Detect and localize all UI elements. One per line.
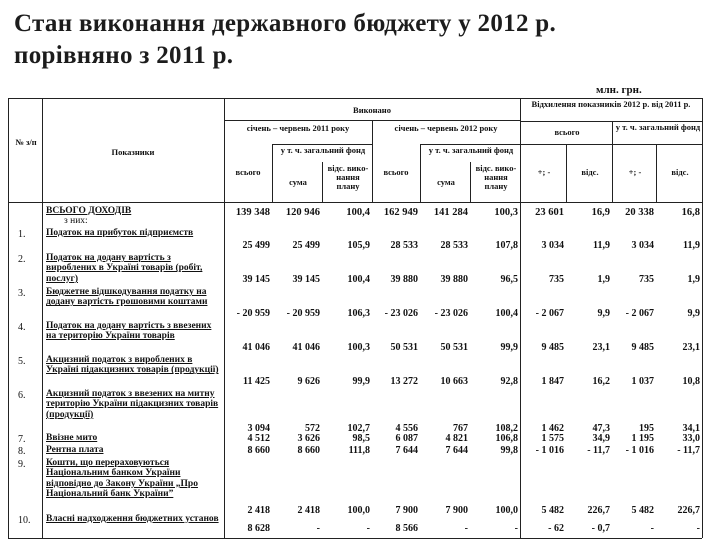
title-line-1: Стан виконання державного бюджету у 2012 р. xyxy=(14,10,557,37)
col-divider xyxy=(470,162,471,202)
table-cell: 33,0 xyxy=(682,433,700,444)
table-cell: 4 556 xyxy=(395,423,418,434)
units-label: млн. грн. xyxy=(596,84,642,96)
table-cell: 8 660 xyxy=(247,445,270,456)
table-cell: 1 037 xyxy=(631,376,654,387)
row-divider xyxy=(520,144,702,145)
header-dev-general: у т. ч. загальний фонд xyxy=(615,122,701,132)
table-cell: - xyxy=(650,523,654,534)
table-cell: 23,1 xyxy=(682,342,700,353)
table-cell: 41 046 xyxy=(292,342,320,353)
col-divider xyxy=(420,144,421,202)
table-cell: - 20 959 xyxy=(236,308,270,319)
row-label: Ввізне мито xyxy=(46,433,98,443)
row-label: Акцизний податок з вироблених в Україні підакцизних товарів (продукції) xyxy=(46,355,219,376)
col-divider xyxy=(42,98,43,538)
table-cell: 34,9 xyxy=(592,433,610,444)
table-cell: 162 949 xyxy=(383,207,418,218)
table-cell: - 2 067 xyxy=(625,308,654,319)
col-divider xyxy=(224,120,225,202)
table-cell: 226,7 xyxy=(677,505,700,516)
table-cell: 9 626 xyxy=(297,376,320,387)
table-cell: 100,3 xyxy=(494,207,518,218)
table-cell: - 62 xyxy=(548,523,564,534)
table-cell: 39 880 xyxy=(390,274,418,285)
table-cell: 106,3 xyxy=(347,308,370,319)
table-cell: - xyxy=(464,523,468,534)
table-cell: 28 533 xyxy=(390,240,418,251)
header-sum-2011: сума xyxy=(289,177,307,187)
header-pct-2011: відс. вико- нання плану xyxy=(327,163,369,191)
table-cell: 5 482 xyxy=(541,505,564,516)
table-cell: 106,8 xyxy=(495,433,518,444)
row-label: Власні надходження бюджетних установ xyxy=(46,514,219,524)
header-executed: Виконано xyxy=(353,105,391,115)
header-total-2012: всього xyxy=(383,167,409,177)
table-cell: 100,4 xyxy=(347,274,370,285)
table-cell: - 11,7 xyxy=(677,445,700,456)
table-cell: 102,7 xyxy=(347,423,370,434)
table-cell: 41 046 xyxy=(242,342,270,353)
row-label: Податок на додану вартість з вироблених в Україні товарів (робіт, послуг) xyxy=(46,253,203,284)
table-cell: 1,9 xyxy=(597,274,610,285)
table-cell: 1 462 xyxy=(541,423,564,434)
table-cell: - 23 026 xyxy=(384,308,418,319)
table-cell: 1 195 xyxy=(631,433,654,444)
table-cell: 99,8 xyxy=(500,445,518,456)
col-divider xyxy=(520,98,521,538)
table-cell: 16,2 xyxy=(592,376,610,387)
row-label: Податок на додану вартість з ввезених на територію України товарів xyxy=(46,321,212,342)
table-cell: 3 626 xyxy=(297,433,320,444)
row-number: 2. xyxy=(18,254,26,265)
row-number: 10. xyxy=(18,515,31,526)
row-total-label xyxy=(46,206,222,227)
table-cell: 2 418 xyxy=(247,505,270,516)
table-cell: 100,0 xyxy=(347,505,370,516)
table-cell: 50 531 xyxy=(390,342,418,353)
table-cell: 7 644 xyxy=(445,445,468,456)
table-cell: 8 628 xyxy=(247,523,270,534)
table-cell: 2 418 xyxy=(297,505,320,516)
table-cell: 139 348 xyxy=(235,207,270,218)
table-cell: 96,5 xyxy=(500,274,518,285)
table-cell: 1 847 xyxy=(541,376,564,387)
table-cell: - 23 026 xyxy=(434,308,468,319)
table-cell: 572 xyxy=(305,423,320,434)
table-cell: 11,9 xyxy=(683,240,700,251)
table-cell: 5 482 xyxy=(631,505,654,516)
table-cell: 98,5 xyxy=(352,433,370,444)
col-divider xyxy=(272,144,273,202)
row-number: 9. xyxy=(18,459,26,470)
header-dev-total: всього xyxy=(554,127,580,137)
table-cell: 100,4 xyxy=(346,207,370,218)
table-left-border xyxy=(8,98,9,538)
table-cell: 195 xyxy=(639,423,654,434)
table-cell: 39 880 xyxy=(440,274,468,285)
table-cell: 8 660 xyxy=(297,445,320,456)
row-label: Акцизний податок з ввезених на митну територію України підакцизних товарів (продукції) xyxy=(46,389,219,420)
col-divider xyxy=(372,120,373,202)
table-cell: - 1 016 xyxy=(535,445,564,456)
header-nzp: № з/п xyxy=(15,137,37,147)
table-cell: 107,8 xyxy=(495,240,518,251)
header-pct-short-2: відс. xyxy=(671,167,689,177)
table-cell: 100,4 xyxy=(495,308,518,319)
table-cell: 25 499 xyxy=(242,240,270,251)
table-cell: 9 485 xyxy=(631,342,654,353)
header-general-2012: у т. ч. загальний фонд xyxy=(428,145,514,155)
table-cell: 3 034 xyxy=(541,240,564,251)
row-number: 5. xyxy=(18,356,26,367)
table-bottom-border xyxy=(8,538,702,539)
page-title xyxy=(14,8,714,72)
table-cell: - 1 016 xyxy=(625,445,654,456)
table-cell: 7 644 xyxy=(395,445,418,456)
table-cell: 11,9 xyxy=(593,240,610,251)
table-cell: - 2 067 xyxy=(535,308,564,319)
table-cell: 1 575 xyxy=(541,433,564,444)
header-deviation: Відхилення показників 2012 р. від 2011 р. xyxy=(531,99,691,109)
col-divider xyxy=(566,144,567,202)
row-label: ВСЬОГО ДОХОДІВ xyxy=(46,206,132,216)
table-cell: 10,8 xyxy=(682,376,700,387)
table-cell: 120 946 xyxy=(285,207,320,218)
table-cell: 9,9 xyxy=(597,308,610,319)
row-number: 3. xyxy=(18,288,26,299)
table-cell: 47,3 xyxy=(592,423,610,434)
table-cell: 99,9 xyxy=(500,342,518,353)
table-cell: 39 145 xyxy=(242,274,270,285)
table-cell: 105,9 xyxy=(347,240,370,251)
table-cell: - 11,7 xyxy=(587,445,610,456)
row-label: Кошти, що перераховуються Національним банком України відповідно до Закону України „Про Національний банк України” xyxy=(46,458,198,500)
table-cell: 34,1 xyxy=(682,423,700,434)
table-cell: 141 284 xyxy=(433,207,468,218)
table-cell: 9 485 xyxy=(541,342,564,353)
table-cell: - 0,7 xyxy=(591,523,610,534)
header-pct-2012: відс. вико- нання плану xyxy=(475,163,517,191)
header-plusminus-2: +; - xyxy=(628,167,642,177)
table-cell: 20 338 xyxy=(625,207,654,218)
table-cell: - xyxy=(366,523,370,534)
table-cell: 99,9 xyxy=(352,376,370,387)
table-cell: 7 900 xyxy=(395,505,418,516)
row-number: 8. xyxy=(18,446,26,457)
table-cell: 767 xyxy=(453,423,468,434)
header-bottom-border xyxy=(8,202,702,203)
table-cell: 735 xyxy=(549,274,564,285)
header-pct-short: відс. xyxy=(581,167,599,177)
row-number: 7. xyxy=(18,434,26,445)
header-period-2012: січень – червень 2012 року xyxy=(394,123,498,133)
header-total-2011: всього xyxy=(235,167,261,177)
table-cell: 4 512 xyxy=(247,433,270,444)
header-indicators: Показники xyxy=(111,147,155,157)
title-line-2: порівняно з 2011 р. xyxy=(14,42,234,69)
table-cell: 25 499 xyxy=(292,240,320,251)
row-number: 6. xyxy=(18,390,26,401)
table-cell: 23 601 xyxy=(535,207,564,218)
table-cell: 100,3 xyxy=(347,342,370,353)
table-cell: 226,7 xyxy=(587,505,610,516)
table-cell: - xyxy=(696,523,700,534)
row-number: 4. xyxy=(18,322,26,333)
col-divider xyxy=(656,144,657,202)
table-cell: - 20 959 xyxy=(286,308,320,319)
table-cell: 100,0 xyxy=(495,505,518,516)
table-cell: - xyxy=(316,523,320,534)
header-plusminus: +; - xyxy=(537,167,551,177)
col-divider xyxy=(612,121,613,202)
col-divider xyxy=(322,162,323,202)
table-right-border xyxy=(702,98,703,538)
table-cell: 735 xyxy=(639,274,654,285)
row-label: Податок на прибуток підприємств xyxy=(46,228,194,238)
table-cell: 10 663 xyxy=(440,376,468,387)
header-general-2011: у т. ч. загальний фонд xyxy=(280,145,366,155)
table-cell: 16,8 xyxy=(681,207,700,218)
row-label: Бюджетне відшкодування податку на додану вартість грошовими коштами xyxy=(46,287,208,308)
table-cell: 23,1 xyxy=(592,342,610,353)
table-cell: 1,9 xyxy=(687,274,700,285)
header-period-2011: січень – червень 2011 року xyxy=(246,123,350,133)
table-cell: 3 094 xyxy=(247,423,270,434)
row-sub-label: з них: xyxy=(64,216,88,227)
table-cell: 28 533 xyxy=(440,240,468,251)
table-cell: 92,8 xyxy=(500,376,518,387)
row-number: 1. xyxy=(18,229,26,240)
row-label: Рентна плата xyxy=(46,445,104,455)
table-cell: 16,9 xyxy=(591,207,610,218)
table-cell: 50 531 xyxy=(440,342,468,353)
table-cell: 4 821 xyxy=(445,433,468,444)
table-cell: - xyxy=(514,523,518,534)
header-sum-2012: сума xyxy=(437,177,455,187)
table-cell: 13 272 xyxy=(390,376,418,387)
table-cell: 6 087 xyxy=(395,433,418,444)
table-cell: 11 425 xyxy=(243,376,270,387)
table-cell: 8 566 xyxy=(395,523,418,534)
table-cell: 39 145 xyxy=(292,274,320,285)
table-cell: 3 034 xyxy=(631,240,654,251)
table-cell: 9,9 xyxy=(687,308,700,319)
table-cell: 111,8 xyxy=(348,445,370,456)
table-cell: 7 900 xyxy=(445,505,468,516)
table-cell: 108,2 xyxy=(495,423,518,434)
